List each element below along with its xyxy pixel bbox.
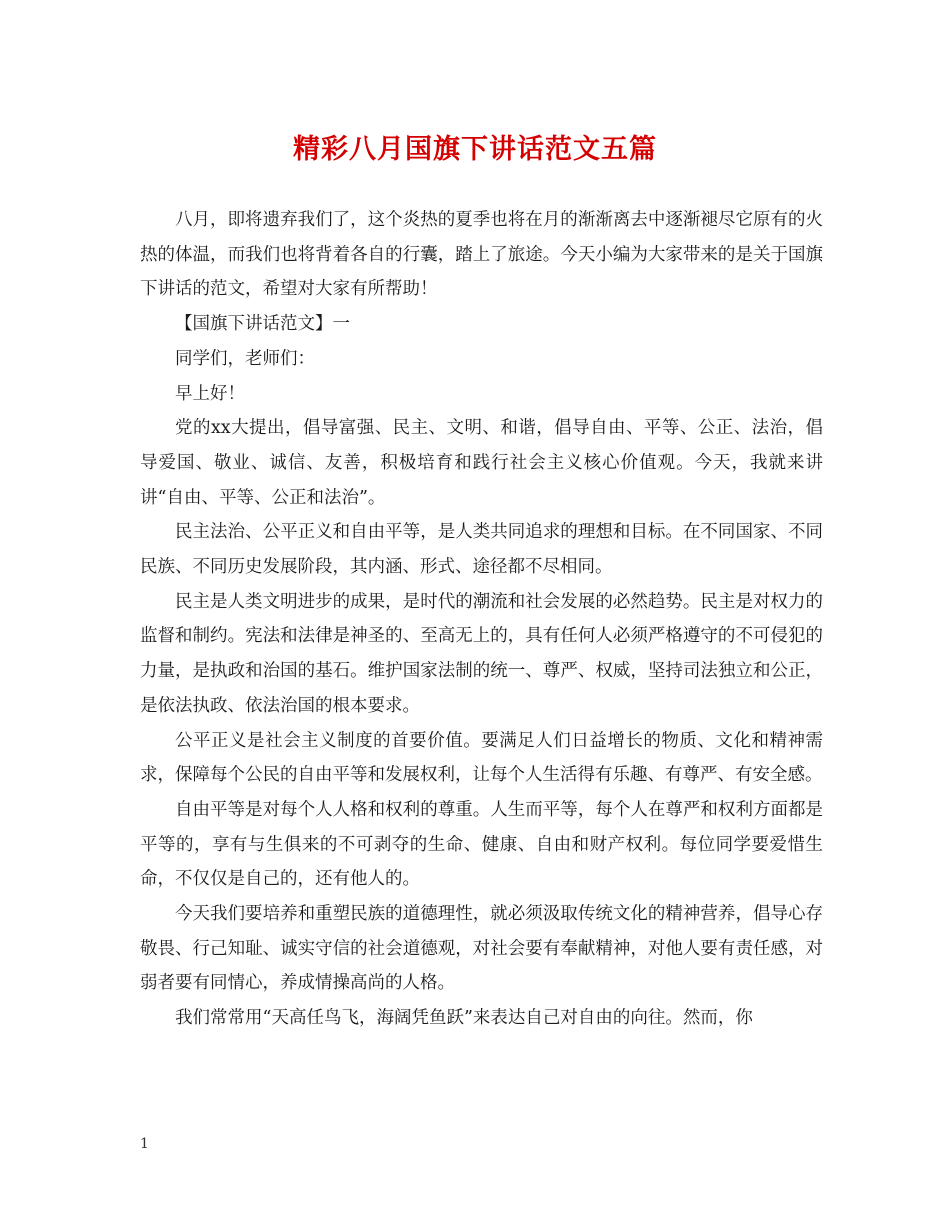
paragraph-section-heading: 【国旗下讲话范文】一 (175, 314, 350, 335)
paragraph-core-values: 党的xx大提出，倡导富强、民主、文明、和谐，倡导自由、平等、公正、法治，倡导爱国、敬业、诚信、友善，积极培育和践行社会主义核心价值观。今天，我就来讲讲“自由、平等、公正和法治”。 (140, 418, 823, 508)
paragraph-morality: 今天我们要培养和重塑民族的道德理性，就必须汲取传统文化的精神营养，倡导心存敬畏、行己知耻、诚实守信的社会道德观，对社会要有奉献精神，对他人要有责任感，对弱者要有同情心，养成情操高尚的人格。 (140, 904, 823, 994)
paragraph-salutation: 同学们，老师们： (175, 348, 315, 369)
paragraph-justice: 公平正义是社会主义制度的首要价值。要满足人们日益增长的物质、文化和精神需求，保障每个公民的自由平等和发展权利，让每个人生活得有乐趣、有尊严、有安全感。 (140, 730, 823, 786)
paragraph-democracy-rule: 民主法治、公平正义和自由平等，是人类共同追求的理想和目标。在不同国家、不同民族、不同历史发展阶段，其内涵、形式、途径都不尽相同。 (140, 522, 823, 578)
paragraph-intro: 八月，即将遗弃我们了，这个炎热的夏季也将在月的渐渐离去中逐渐褪尽它原有的火热的体温，而我们也将背着各自的行囊，踏上了旅途。今天小编为大家带来的是关于国旗下讲话的范文，希望对大家有所帮助！ (140, 210, 823, 300)
paragraph-freedom-quote: 我们常常用“天高任鸟飞，海阔凭鱼跃”来表达自己对自由的向往。然而，你 (175, 1008, 753, 1029)
document-title: 精彩八月国旗下讲话范文五篇 (293, 134, 657, 165)
document-body (140, 203, 823, 1036)
page-number: 1 (140, 1136, 149, 1152)
paragraph-democracy: 民主是人类文明进步的成果，是时代的潮流和社会发展的必然趋势。民主是对权力的监督和制约。宪法和法律是神圣的、至高无上的，具有任何人必须严格遵守的不可侵犯的力量，是执政和治国的基石。维护国家法制的统一、尊严、权威，坚持司法独立和公正，是依法执政、依法治国的根本要求。 (140, 591, 823, 716)
paragraph-greeting: 早上好！ (175, 383, 245, 404)
paragraph-freedom-equality: 自由平等是对每个人人格和权利的尊重。人生而平等，每个人在尊严和权利方面都是平等的，享有与生俱来的不可剥夺的生命、健康、自由和财产权利。每位同学要爱惜生命，不仅仅是自己的，还有他人的。 (140, 799, 823, 890)
